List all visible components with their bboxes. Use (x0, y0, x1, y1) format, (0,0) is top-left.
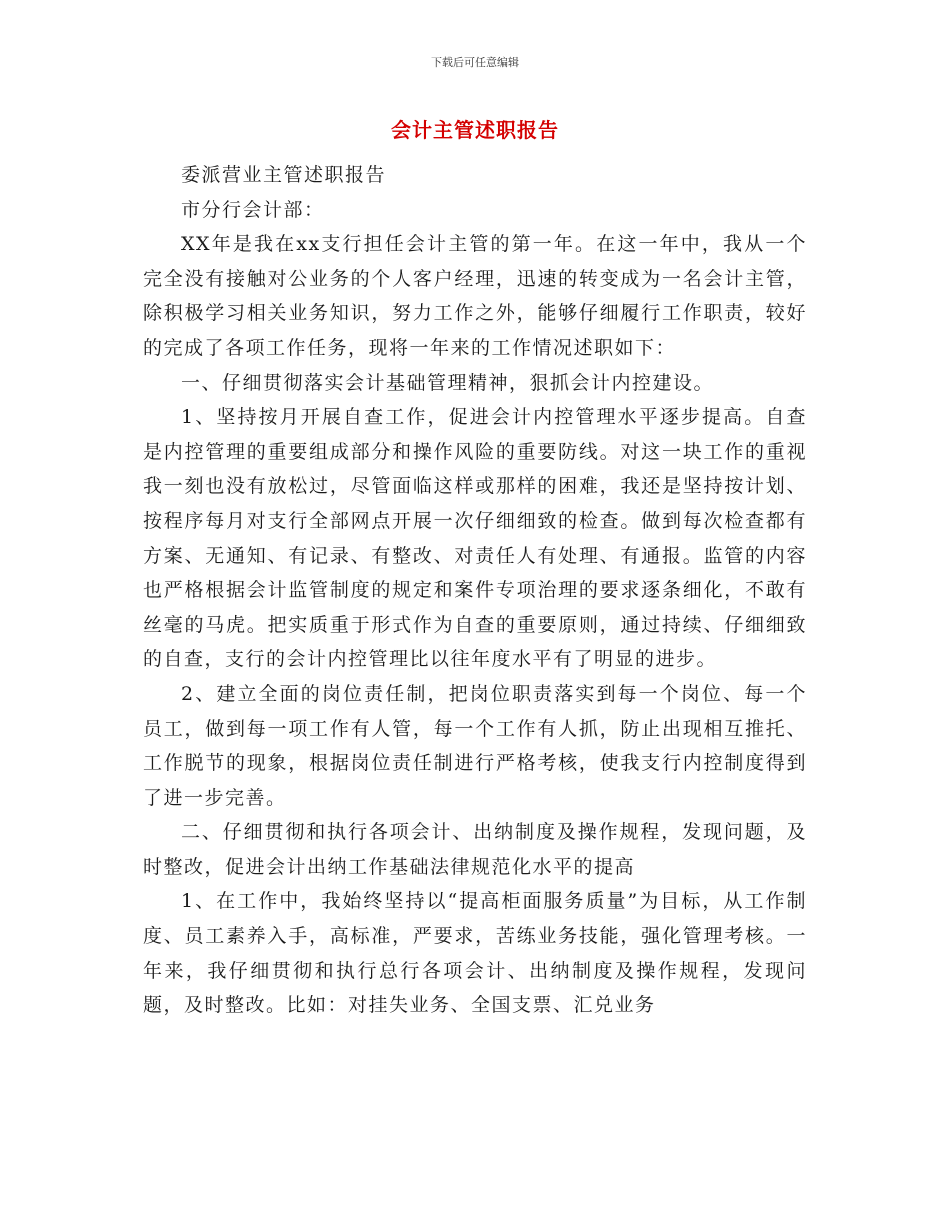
paragraph: 一、仔细贯彻落实会计基础管理精神，狠抓会计内控建设。 (181, 371, 715, 394)
paragraph: 2、建立全面的岗位责任制，把岗位职责落实到每一个岗位、每一个员工，做到每一项工作有人管，每一个工作有人抓，防止出现相互推托、工作脱节的现象，根据岗位责任制进行严格考核，使我支行内控制度得到了进一步完善。 (143, 682, 807, 809)
paragraph: 市分行会计部： (181, 198, 325, 221)
paragraph: 委派营业主管述职报告 (181, 164, 387, 186)
document-body (143, 158, 807, 1023)
paragraph: 1、坚持按月开展自查工作，促进会计内控管理水平逐步提高。自查是内控管理的重要组成部分和操作风险的重要防线。对这一块工作的重视我一刻也没有放松过，尽管面临这样或那样的困难，我还是坚持按计划、按程序每月对支行全部网点开展一次仔细细致的检查。做到每次检查都有方案、无通知、有记录、有整改、对责任人有处理、有通报。监管的内容也严格根据会计监管制度的规定和案件专项治理的要求逐条细化，不敢有丝毫的马虎。把实质重于形式作为自查的重要原则，通过持续、仔细细致的自查，支行的会计内控管理比以往年度水平有了明显的进步。 (143, 406, 807, 671)
paragraph: XX年是我在xx支行担任会计主管的第一年。在这一年中，我从一个完全没有接触对公业务的个人客户经理，迅速的转变成为一名会计主管，除积极学习相关业务知识，努力工作之外，能够仔细履行工作职责，较好的完成了各项工作任务，现将一年来的工作情况述职如下： (143, 233, 807, 359)
document-title: 会计主管述职报告 (391, 118, 559, 142)
header-note: 下载后可任意编辑 (431, 56, 519, 69)
paragraph: 1、在工作中，我始终坚持以“提高柜面服务质量”为目标，从工作制度、员工素养入手，高标准，严要求，苦练业务技能，强化管理考核。一年来，我仔细贯彻和执行总行各项会计、出纳制度及操作规程，发现问题，及时整改。比如：对挂失业务、全国支票、汇兑业务 (143, 890, 807, 1017)
paragraph: 二、仔细贯彻和执行各项会计、出纳制度及操作规程，发现问题，及时整改，促进会计出纳工作基础法律规范化水平的提高 (143, 821, 807, 878)
